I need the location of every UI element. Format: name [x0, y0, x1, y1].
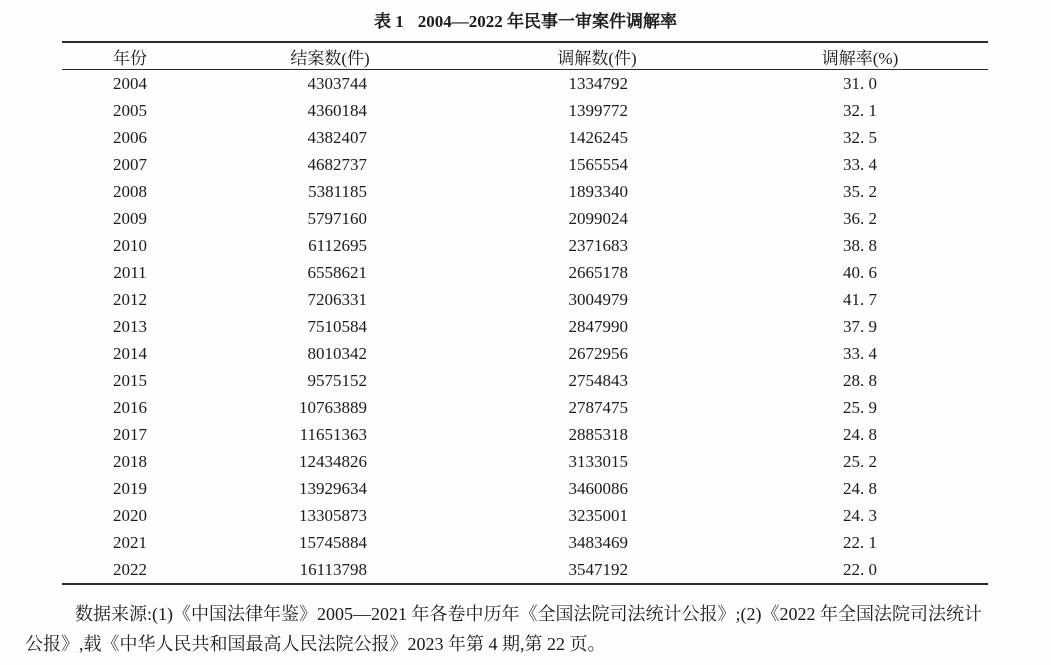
- cell-year: 2016: [113, 398, 147, 417]
- cell-closed-cases: 8010342: [307, 344, 367, 363]
- header-row: [62, 42, 988, 70]
- cell-closed-cases: 12434826: [299, 452, 367, 471]
- cell-mediated-cases: 2371683: [568, 236, 628, 255]
- cell-mediated-cases: 3483469: [568, 533, 628, 552]
- column-header-mediated-cases: 调解数(件): [462, 42, 732, 70]
- cell-mediation-rate: 25. 2: [843, 452, 877, 471]
- source-note-line-2: 公报》,载《中华人民共和国最高人民法院公报》2023 年第 4 期,第 22 页。: [25, 634, 606, 654]
- cell-closed-cases: 11651363: [299, 425, 367, 444]
- cell-mediation-rate: 38. 8: [843, 236, 877, 255]
- mediation-rate-table: [62, 41, 988, 585]
- table-row: [62, 448, 988, 475]
- cell-mediated-cases: 1426245: [568, 128, 628, 147]
- cell-year: 2012: [113, 290, 147, 309]
- table-title: [0, 7, 1051, 32]
- cell-mediated-cases: 2847990: [568, 317, 628, 336]
- table-container: [62, 41, 988, 585]
- cell-closed-cases: 13305873: [299, 506, 367, 525]
- table-row: [62, 394, 988, 421]
- cell-mediation-rate: 33. 4: [843, 155, 877, 174]
- cell-year: 2021: [113, 533, 147, 552]
- table-row: [62, 259, 988, 286]
- cell-mediated-cases: 2754843: [568, 371, 628, 390]
- cell-year: 2010: [113, 236, 147, 255]
- cell-year: 2005: [113, 101, 147, 120]
- cell-mediation-rate: 25. 9: [843, 398, 877, 417]
- table-row: [62, 556, 988, 584]
- table-row: [62, 124, 988, 151]
- cell-mediation-rate: 24. 8: [843, 479, 877, 498]
- cell-closed-cases: 5381185: [308, 182, 367, 201]
- cell-mediated-cases: 1565554: [568, 155, 628, 174]
- cell-year: 2015: [113, 371, 147, 390]
- cell-mediated-cases: 3460086: [568, 479, 628, 498]
- cell-year: 2011: [113, 263, 147, 282]
- cell-year: 2019: [113, 479, 147, 498]
- table-row: [62, 367, 988, 394]
- table-row: [62, 232, 988, 259]
- table-row: [62, 529, 988, 556]
- table-row: [62, 151, 988, 178]
- table-number-label: 表 1: [374, 12, 404, 31]
- cell-closed-cases: 9575152: [307, 371, 367, 390]
- cell-year: 2009: [113, 209, 147, 228]
- cell-year: 2008: [113, 182, 147, 201]
- table-title-text: 2004—2022 年民事一审案件调解率: [417, 12, 677, 31]
- cell-closed-cases: 6558621: [307, 263, 367, 282]
- column-header-closed-cases: 结案数(件): [198, 42, 462, 70]
- column-header-year: 年份: [62, 42, 198, 70]
- cell-mediated-cases: 3235001: [568, 506, 628, 525]
- source-note: [25, 599, 1028, 659]
- table-row: [62, 340, 988, 367]
- cell-closed-cases: 6112695: [308, 236, 367, 255]
- cell-year: 2014: [113, 344, 147, 363]
- cell-closed-cases: 4382407: [307, 128, 367, 147]
- cell-mediation-rate: 24. 3: [843, 506, 877, 525]
- cell-mediated-cases: 3004979: [568, 290, 628, 309]
- cell-mediation-rate: 35. 2: [843, 182, 877, 201]
- cell-closed-cases: 5797160: [307, 209, 367, 228]
- cell-year: 2017: [113, 425, 147, 444]
- cell-mediation-rate: 24. 8: [843, 425, 877, 444]
- cell-mediated-cases: 2665178: [568, 263, 628, 282]
- cell-mediation-rate: 28. 8: [843, 371, 877, 390]
- cell-mediation-rate: 33. 4: [843, 344, 877, 363]
- cell-year: 2007: [113, 155, 147, 174]
- table-row: [62, 97, 988, 124]
- cell-mediation-rate: 40. 6: [843, 263, 877, 282]
- table-row: [62, 178, 988, 205]
- cell-mediation-rate: 32. 1: [843, 101, 877, 120]
- cell-mediation-rate: 31. 0: [843, 74, 877, 93]
- cell-mediated-cases: 1893340: [568, 182, 628, 201]
- column-header-mediation-rate: 调解率(%): [732, 42, 988, 70]
- source-note-line-1: 数据来源:(1)《中国法律年鉴》2005—2021 年各卷中历年《全国法院司法统计公报》;(2)《2022 年全国法院司法统计: [75, 604, 982, 624]
- table-row: [62, 502, 988, 529]
- cell-year: 2020: [113, 506, 147, 525]
- cell-mediated-cases: 2787475: [568, 398, 628, 417]
- cell-closed-cases: 7510584: [307, 317, 367, 336]
- cell-mediated-cases: 3547192: [568, 560, 628, 579]
- cell-closed-cases: 10763889: [299, 398, 367, 417]
- cell-mediation-rate: 32. 5: [843, 128, 877, 147]
- table-body: [62, 70, 988, 585]
- cell-mediated-cases: 2885318: [568, 425, 628, 444]
- cell-closed-cases: 4360184: [307, 101, 367, 120]
- cell-mediation-rate: 36. 2: [843, 209, 877, 228]
- cell-mediation-rate: 41. 7: [843, 290, 877, 309]
- cell-year: 2006: [113, 128, 147, 147]
- table-row: [62, 286, 988, 313]
- cell-year: 2022: [113, 560, 147, 579]
- cell-year: 2018: [113, 452, 147, 471]
- cell-closed-cases: 4303744: [307, 74, 367, 93]
- cell-mediated-cases: 3133015: [568, 452, 628, 471]
- table-row: [62, 421, 988, 448]
- cell-mediated-cases: 1399772: [568, 101, 628, 120]
- table-row: [62, 70, 988, 98]
- cell-closed-cases: 7206331: [307, 290, 367, 309]
- cell-mediated-cases: 2672956: [568, 344, 628, 363]
- cell-mediated-cases: 1334792: [568, 74, 628, 93]
- cell-mediation-rate: 22. 0: [843, 560, 877, 579]
- cell-year: 2004: [113, 74, 147, 93]
- cell-mediation-rate: 22. 1: [843, 533, 877, 552]
- cell-year: 2013: [113, 317, 147, 336]
- cell-closed-cases: 16113798: [299, 560, 367, 579]
- cell-closed-cases: 13929634: [299, 479, 367, 498]
- table-row: [62, 205, 988, 232]
- cell-mediation-rate: 37. 9: [843, 317, 877, 336]
- table-row: [62, 475, 988, 502]
- cell-closed-cases: 15745884: [299, 533, 367, 552]
- table-row: [62, 313, 988, 340]
- cell-closed-cases: 4682737: [307, 155, 367, 174]
- cell-mediated-cases: 2099024: [568, 209, 628, 228]
